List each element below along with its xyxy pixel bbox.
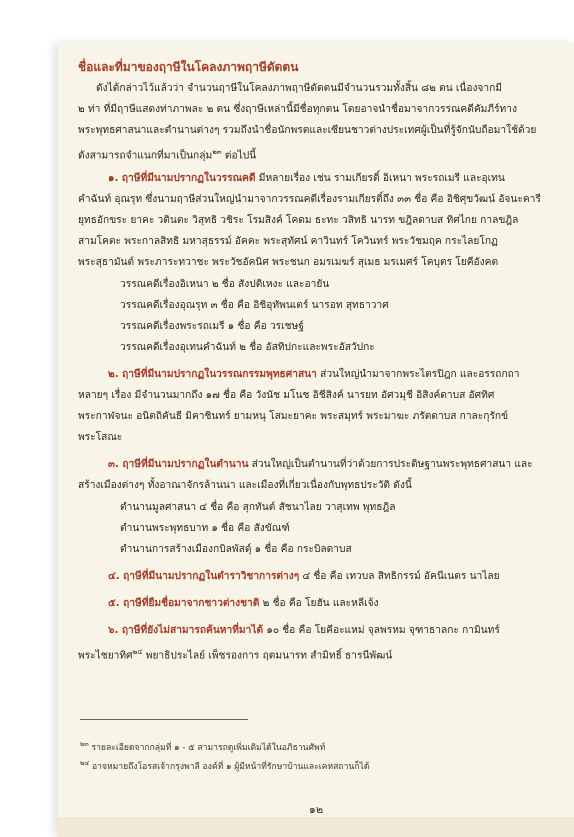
group-1-item: วรรณคดีเรื่องอิเหนา ๒ ชื่อ สังปติเหงะ และอายัน: [120, 279, 330, 290]
group-6-text-a: พระไชยาทิศ: [78, 650, 133, 662]
group-2-line: หลายๆ เรื่อง มีจำนวนมากถึง ๑๗ ชื่อ คือ วังนัช มโนช อิชีสิงค์ นารยท อัศวมุชี อิสิงค์ดาบส อัศทิศ: [78, 390, 495, 401]
group-4-lead: ๔ ชื่อ คือ เทวบล สิทธิกรรม์ อัคนีเนตร นาไลย: [299, 571, 500, 582]
group-6-heading: ๖. ฤาษีที่ยังไม่สามารถค้นหาที่มาได้: [108, 625, 264, 636]
footnote-text: อาจหมายถึงโอรสเจ้ากรุงพาลี องค์ที่ ๑ ผู้มีหน้าที่รักษาบ้านและเคหสถานก็ได้: [89, 761, 370, 772]
footnote-ref-24: ๒๔: [132, 648, 143, 656]
intro-line-4: [78, 142, 256, 167]
group-4-heading: ๔. ฤาษีที่มีนามปรากฏในตำราวิชาการต่างๆ: [108, 571, 300, 582]
group-6-lead: ๑๐ ชื่อ คือ โยคีอะแหม่ จุลพรหม จุฑาธาลกะ กามินทร์: [263, 625, 500, 636]
group-1-line: คำฉันท์ อุณรุท ซึ่งนามฤาษีส่วนใหญ่นำมาจากวรรณคดีเรื่องรามเกียรติ์ถึง ๓๓ ชื่อ คือ อิชิศุขวัฒน์ อัจนะคารี: [78, 194, 541, 205]
footnote-number: ๒๔: [80, 759, 90, 767]
group-5-heading: ๕. ฤาษีที่ยืมชื่อมาจากชาวต่างชาติ: [108, 598, 260, 609]
group-3-item: ตำนานมูลศาสนา ๔ ชื่อ คือ สุกทันต์ สัชนาไลย วาสุเทพ พุทธฎิล: [120, 502, 396, 513]
footnote-ref-23: ๒๓: [212, 148, 222, 156]
footnote-text: รายละเอียดจากกลุ่มที่ ๑ - ๕ สามารถดูเพิ่มเติมได้ในอภิธานศัพท์: [88, 742, 326, 753]
page-bottom-strip: [58, 817, 574, 837]
page-title: ชื่อและที่มาของฤาษีในโคลงภาพฤาษีดัดตน: [78, 60, 299, 74]
group-1-item: วรรณคดีเรื่องอุเทนคำฉันท์ ๒ ชื่อ อัสทิปกะและพระอัสวัปกะ: [120, 342, 375, 353]
group-1-heading-line: [108, 169, 505, 190]
footnote-divider: [80, 719, 248, 720]
group-6-line-2: [78, 642, 392, 667]
group-3-line: สร้างเมืองต่างๆ ทั้งอาณาจักรล้านนา และเมืองที่เกี่ยวเนื่องกับพุทธประวัติ ดังนี้: [78, 480, 412, 491]
footnote: [80, 756, 369, 774]
intro-line-1: ดังได้กล่าวไว้แล้วว่า จำนวนฤาษีในโคลงภาพฤาษีดัดตนมีจำนวนรวมทั้งสิ้น ๘๒ ตน เนื่องจากมี: [96, 83, 503, 94]
group-4-line: [108, 567, 500, 588]
group-1-line: ยุทธอักขระ ยาคะ วตินตะ วิสุทธิ วชิระ โรมสิงค์ โคดม ธะทะ วสิทธิ นารท ขฎิลดาบส ทิศไกย กาลขฎิล: [78, 215, 519, 226]
footnote-number: ๒๓: [80, 740, 89, 748]
page-number: ๑๒: [308, 803, 324, 816]
intro-tail: ต่อไปนี้: [221, 150, 257, 162]
group-2-line: พระกาฬจนะ อนิตถิคันธี มิคาชินทร์ ยามหนุ โสมะยาคะ พระสมุทร์ พระมาฆะ ภรัตดาบส กาละกุรักข์: [78, 411, 509, 422]
intro-line-3: พระพุทธศาสนาและตำนานต่างๆ รวมถึงนำชื่อนักพรตและเซียนชาวต่างประเทศผู้เป็นที่รู้จักนับถือมาใช้ด้วย: [78, 125, 537, 136]
footnote: [80, 737, 325, 755]
group-1-line: พระสุธามันต์ พระภาระทวาชะ พระวัชอัคนิศ พระชนก อมรเมฆร์ สุเมธ มรเมศร์ โคบุตร โยคีอังคต: [78, 257, 499, 268]
group-1-heading: ๑. ฤาษีที่มีนามปรากฏในวรรณคดี: [108, 173, 256, 184]
group-2-line: พระโสณะ: [78, 432, 123, 443]
group-6-line: [108, 621, 500, 642]
intro-text: ดังสามารถจำแนกที่มาเป็นกลุ่ม: [78, 150, 213, 162]
group-2-lead: ส่วนใหญ่นำมาจากพระไตรปิฎก และอรรถกถา: [316, 369, 520, 380]
group-5-line: [108, 594, 379, 615]
book-page: [58, 43, 574, 837]
group-3-item: ตำนานการสร้างเมืองกบิลพัสดุ์ ๑ ชื่อ คือ กระบิลดาบส: [120, 544, 352, 555]
group-1-item: วรรณคดีเรื่องพระรถเมรี ๑ ชื่อ คือ วรเชษฐ์: [120, 321, 304, 332]
group-2-heading-line: [108, 365, 520, 386]
group-1-line: สามโคตะ พระกาลสิทธิ มหาสุธรรม์ อัคคะ พระสุทัศน์ คาวินทร์ โควินทร์ พระวัชมฤค กระไลยโกฏ: [78, 236, 498, 247]
group-2-heading: ๒. ฤาษีที่มีนามปรากฏในวรรณกรรมพุทธศาสนา: [108, 369, 317, 380]
group-3-heading-line: [108, 455, 533, 476]
group-1-lead: มีหลายเรื่อง เช่น รามเกียรติ์ อิเหนา พระรถเมรี และอุเทน: [255, 173, 505, 184]
group-1-item: วรรณคดีเรื่องอุณรุท ๓ ชื่อ คือ อิชิอุทัพนเตร์ นารอท สุทธาวาศ: [120, 300, 389, 311]
group-3-lead: ส่วนใหญ่เป็นตำนานที่ว่าด้วยการประดิษฐานพระพุทธศาสนา และ: [248, 459, 533, 470]
group-3-item: ตำนานพระพุทธบาท ๑ ชื่อ คือ สังขัณฑ์: [120, 523, 290, 534]
group-3-heading: ๓. ฤาษีที่มีนามปรากฏในตำนาน: [108, 459, 249, 470]
group-5-lead: ๒ ชื่อ คือ โยฮัน และหลีเจ้ง: [259, 598, 379, 609]
intro-line-2: ๒ ท่า ที่มีฤาษีแสดงท่าภาพละ ๒ ตน ซึ่งฤาษีเหล่านี้มีชื่อทุกตน โดยอาจนำชื่อมาจากวรรณคดีคัมภีร์ทาง: [78, 104, 517, 115]
group-6-text-b: พยาธิประไลย์ เพ็ชรองการ ฤตมนารท สำมิทธิ์ ธารนีพัฒน์: [142, 650, 393, 662]
